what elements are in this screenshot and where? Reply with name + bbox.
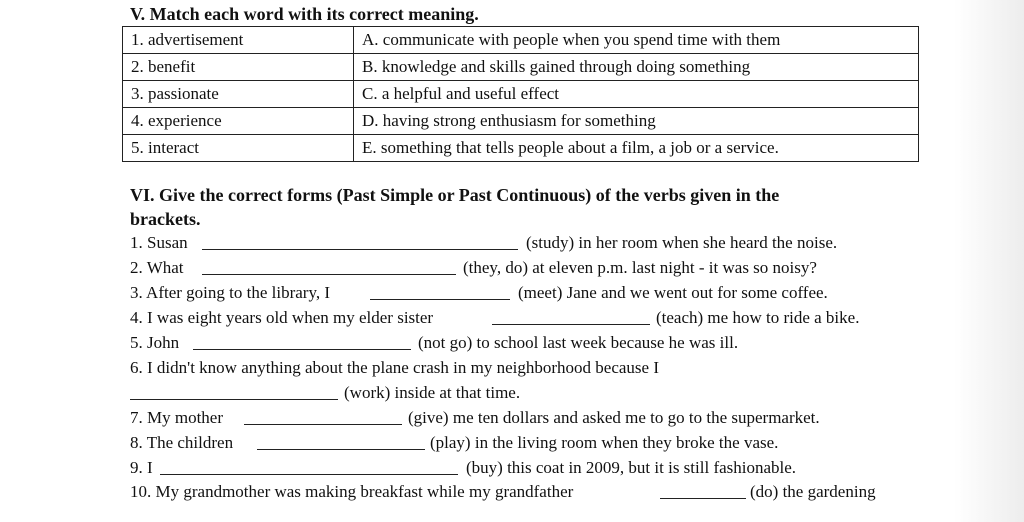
answer-blank[interactable]: [130, 399, 338, 400]
word-cell: 5. interact: [123, 135, 354, 162]
page-edge-shadow: [954, 0, 1024, 522]
meaning-cell: A. communicate with people when you spend time with them: [354, 27, 919, 54]
item-text-before: 4. I was eight years old when my elder sister: [130, 308, 434, 327]
answer-blank[interactable]: [370, 299, 510, 300]
table-row: [123, 108, 919, 135]
meaning-cell: D. having strong enthusiasm for something: [354, 108, 919, 135]
item-text-before: 8. The children: [130, 433, 234, 452]
item-text-before: 3. After going to the library, I: [130, 283, 331, 302]
table-row: [123, 54, 919, 81]
meaning-cell: C. a helpful and useful effect: [354, 81, 919, 108]
item-text-after: (not go) to school last week because he was ill.: [418, 333, 739, 352]
item-text-after: (they, do) at eleven p.m. last night - it was so noisy?: [463, 258, 817, 277]
item-text-before: 9. I: [130, 458, 153, 477]
word-cell: 1. advertisement: [123, 27, 354, 54]
answer-blank[interactable]: [193, 349, 411, 350]
answer-blank[interactable]: [160, 474, 458, 475]
section-5-heading: V. Match each word with its correct meaning.: [130, 4, 479, 24]
item-text-after: (meet) Jane and we went out for some coffee.: [518, 283, 828, 302]
word-cell: 4. experience: [123, 108, 354, 135]
meaning-cell: B. knowledge and skills gained through doing something: [354, 54, 919, 81]
item-text-before: 2. What: [130, 258, 184, 277]
answer-blank[interactable]: [492, 324, 650, 325]
item-text-after: (do) the gardening: [750, 482, 876, 501]
item-text-after: (play) in the living room when they broke the vase.: [430, 433, 779, 452]
item-text-after: (work) inside at that time.: [344, 383, 521, 402]
answer-blank[interactable]: [244, 424, 402, 425]
item-text-after: (buy) this coat in 2009, but it is still fashionable.: [466, 458, 797, 477]
section-6-heading-cont: brackets.: [130, 209, 201, 229]
answer-blank[interactable]: [202, 274, 456, 275]
answer-blank[interactable]: [202, 249, 518, 250]
answer-blank[interactable]: [660, 498, 746, 499]
item-text-before: 10. My grandmother was making breakfast while my grandfather: [130, 482, 574, 501]
table-row: [123, 81, 919, 108]
table-row: [123, 27, 919, 54]
item-text-before: 5. John: [130, 333, 180, 352]
item-text-after: (study) in her room when she heard the noise.: [526, 233, 838, 252]
item-text-after: (give) me ten dollars and asked me to go to the supermarket.: [408, 408, 820, 427]
word-cell: 3. passionate: [123, 81, 354, 108]
item-text-before: 1. Susan: [130, 233, 188, 252]
item-text-before: 7. My mother: [130, 408, 224, 427]
section-6-heading: VI. Give the correct forms (Past Simple or Past Continuous) of the verbs given in the: [130, 185, 780, 205]
item-text-before: 6. I didn't know anything about the plane crash in my neighborhood because I: [130, 358, 659, 377]
word-cell: 2. benefit: [123, 54, 354, 81]
answer-blank[interactable]: [257, 449, 425, 450]
item-text-after: (teach) me how to ride a bike.: [656, 308, 860, 327]
table-row: [123, 135, 919, 162]
meaning-cell: E. something that tells people about a film, a job or a service.: [354, 135, 919, 162]
matching-table: [122, 26, 919, 162]
